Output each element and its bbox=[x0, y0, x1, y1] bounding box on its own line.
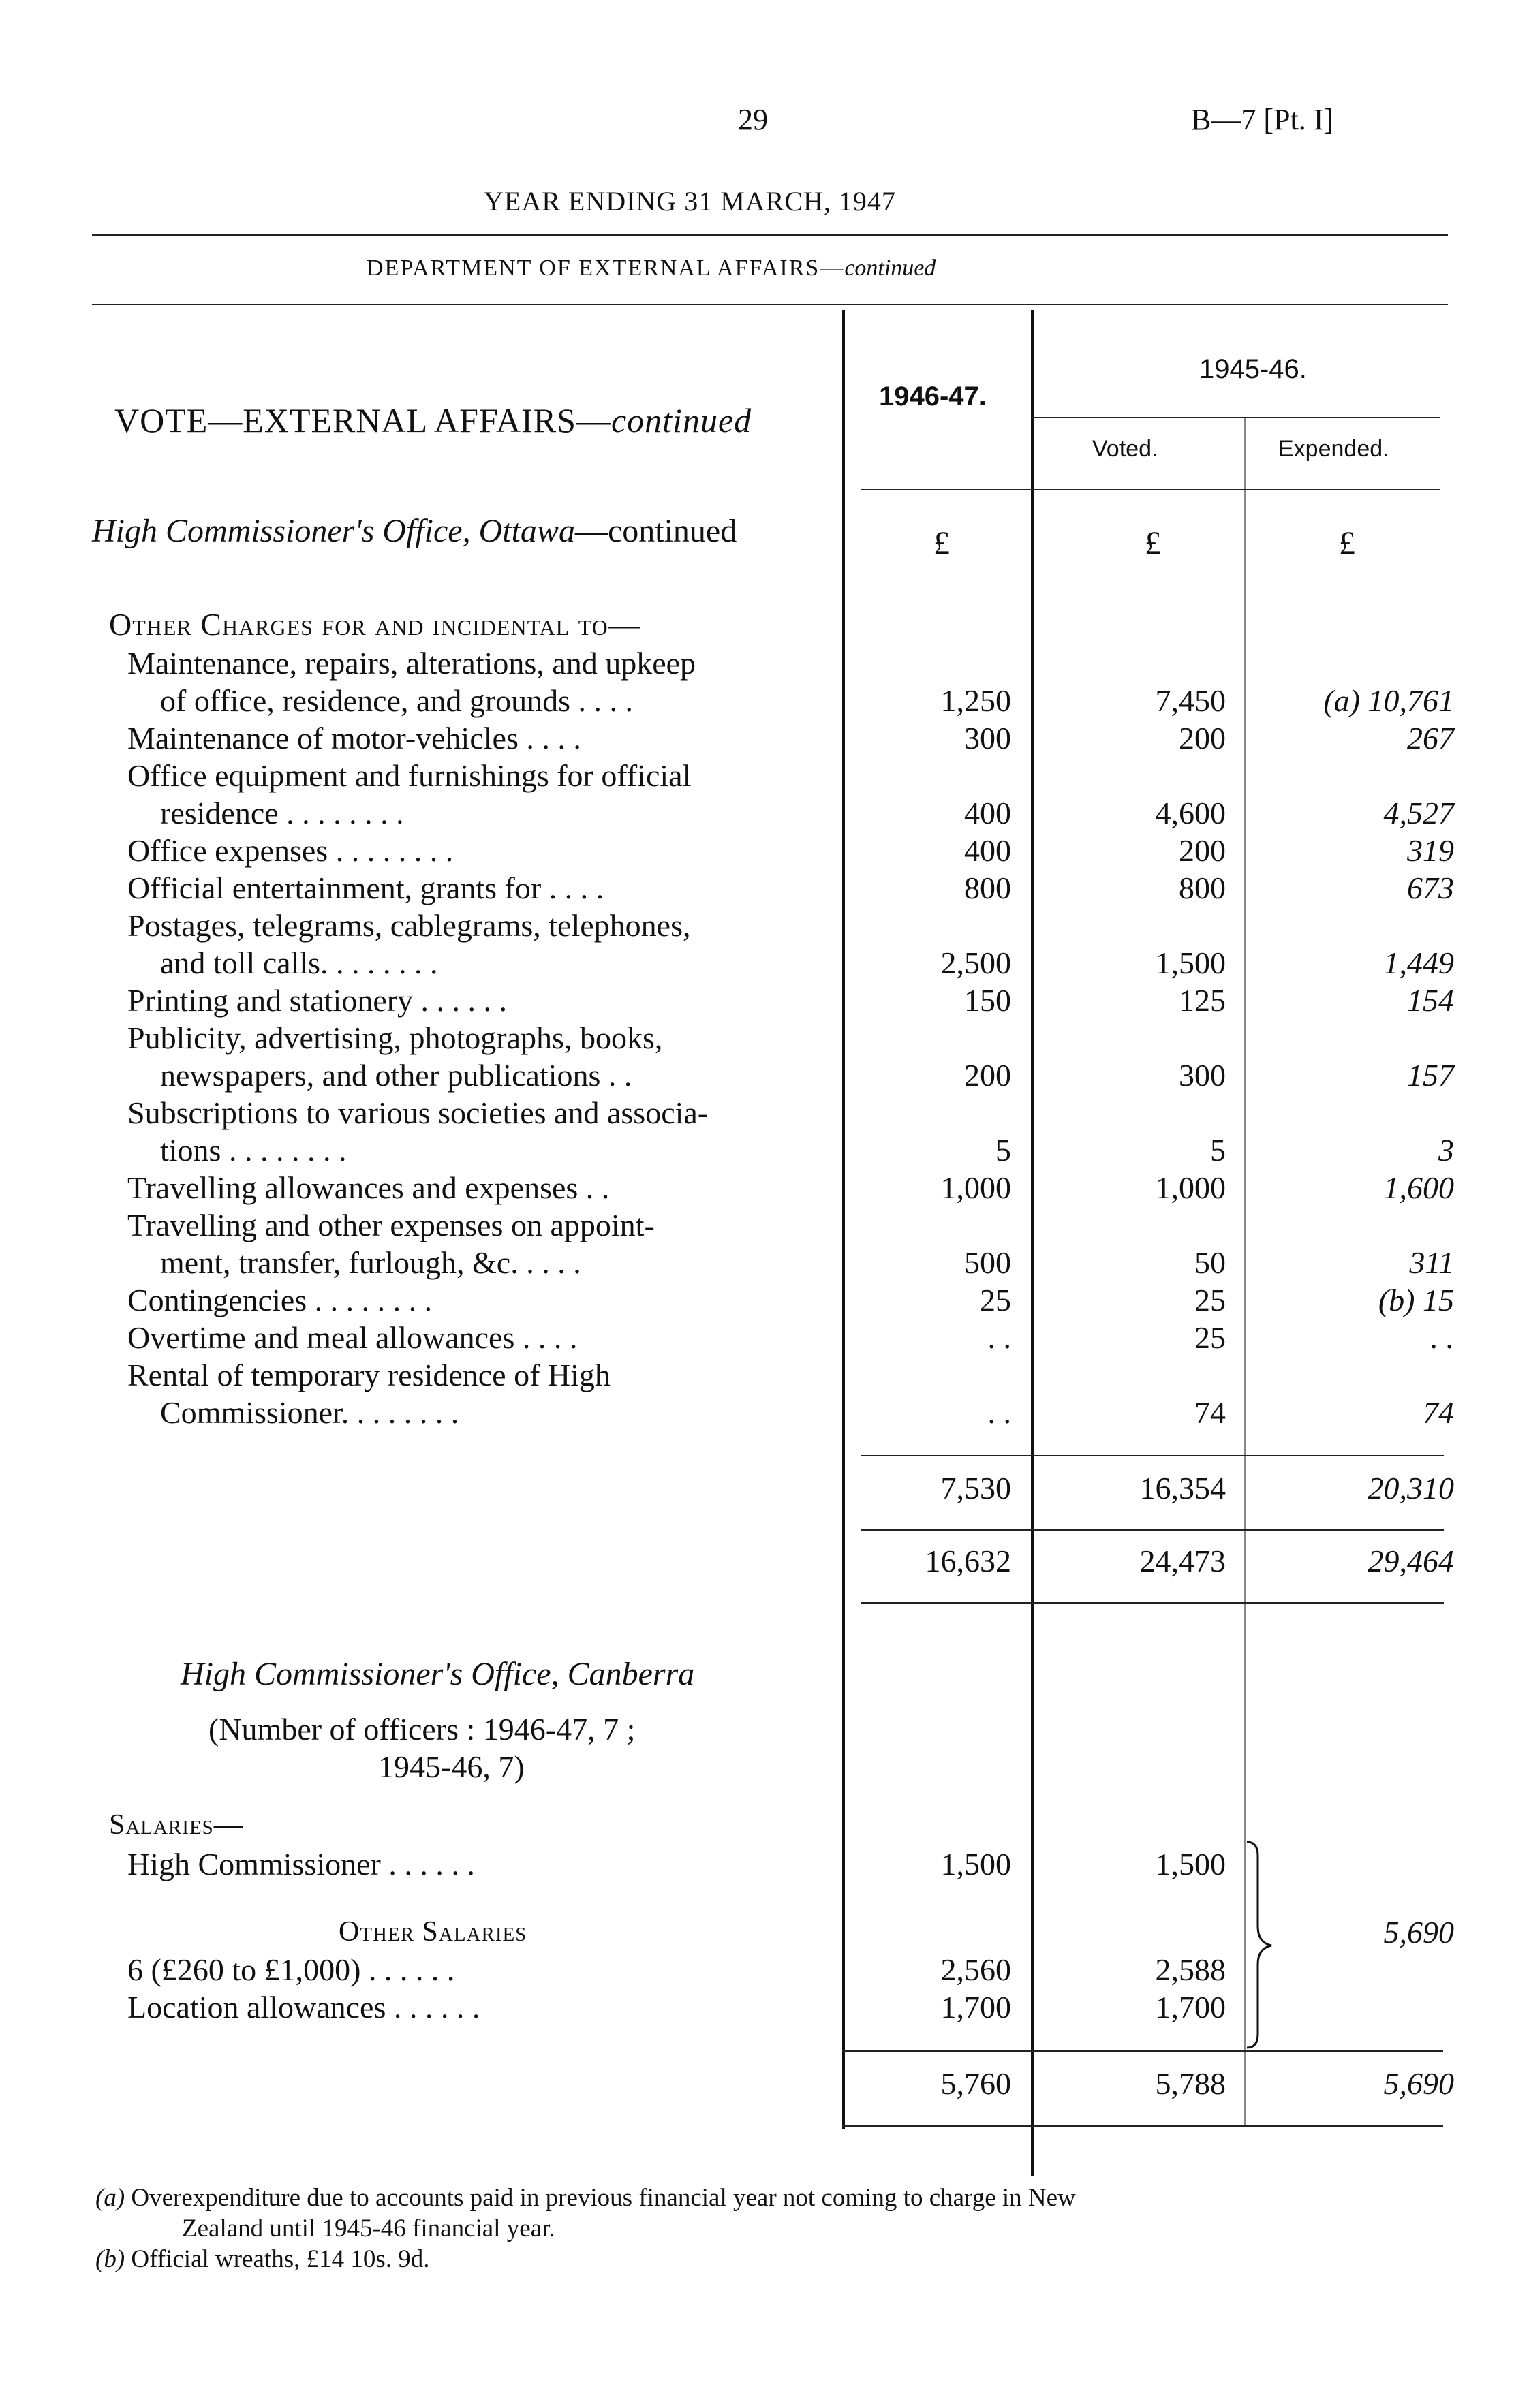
column-header-1946-47: 1946-47. bbox=[879, 381, 987, 411]
page-title: YEAR ENDING 31 MARCH, 1947 bbox=[484, 186, 896, 217]
table-row: Contingencies . . . . . . . . 25 25 (b) 15 bbox=[127, 1283, 1454, 1317]
vote-heading: VOTE—EXTERNAL AFFAIRS—continued bbox=[114, 401, 752, 439]
table-row: Official entertainment, grants for . . . . 800 800 673 bbox=[127, 871, 1454, 905]
document-reference: B—7 [Pt. I] bbox=[1191, 103, 1333, 136]
table-row: newspapers, and other publications . . 200 300 157 bbox=[160, 1058, 1454, 1093]
header-subrule bbox=[1032, 417, 1440, 418]
table-row: Maintenance of motor-vehicles . . . . 300 200 267 bbox=[127, 721, 1454, 755]
canberra-heading: High Commissioner's Office, Canberra bbox=[181, 1656, 695, 1692]
total-bottom-rule bbox=[861, 1602, 1444, 1604]
department-heading: DEPARTMENT OF EXTERNAL AFFAIRS—continued bbox=[367, 255, 936, 281]
total-row: 16,632 24,473 29,464 bbox=[925, 1544, 1454, 1578]
column-header-voted: Voted. bbox=[1092, 436, 1158, 462]
header-bottom-rule bbox=[861, 489, 1440, 490]
item-label-line1: Rental of temporary residence of High bbox=[127, 1358, 611, 1392]
table-row: residence . . . . . . . . 400 4,600 4,527 bbox=[160, 796, 1454, 830]
subtotal-row: 7,530 16,354 20,310 bbox=[940, 1471, 1454, 1505]
currency-expended: £ bbox=[1339, 525, 1355, 561]
ottawa-heading: High Commissioner's Office, Ottawa—continued bbox=[92, 513, 737, 549]
officers-count-line1: (Number of officers : 1946-47, 7 ; bbox=[208, 1712, 636, 1747]
other-charges-subheading: Other Charges for and incidental to— bbox=[109, 607, 640, 642]
department-rule bbox=[92, 304, 1448, 305]
currency-1946-47: £ bbox=[933, 525, 950, 561]
bracketed-expended-total: 5,690 bbox=[1383, 1915, 1454, 1950]
column-rule-2 bbox=[1031, 310, 1034, 2176]
table-row: ment, transfer, furlough, &c. . . . . 500 50 311 bbox=[160, 1245, 1454, 1280]
footnote-a-continued: Zealand until 1945-46 financial year. bbox=[182, 2215, 555, 2242]
table-row: Overtime and meal allowances . . . . . . 25 . . bbox=[127, 1320, 1454, 1355]
table-row: tions . . . . . . . . 5 5 3 bbox=[160, 1133, 1454, 1168]
column-header-1945-46: 1945-46. bbox=[1199, 354, 1307, 384]
item-label-line1: Office equipment and furnishings for official bbox=[127, 758, 692, 793]
total-rule bbox=[861, 1529, 1444, 1531]
footnote-b: (b) Official wreaths, £14 10s. 9d. bbox=[95, 2245, 430, 2273]
total-row: 5,760 5,788 5,690 bbox=[940, 2066, 1454, 2101]
table-row: of office, residence, and grounds . . . . 1,250 7,450 (a) 10,761 bbox=[160, 683, 1454, 718]
table-row: Commissioner. . . . . . . . . . 74 74 bbox=[160, 1395, 1454, 1430]
item-label-line1: Subscriptions to various societies and associa- bbox=[127, 1095, 709, 1130]
item-label-line1: Maintenance, repairs, alterations, and upkeep bbox=[127, 646, 696, 681]
canberra-total-rule bbox=[842, 2050, 1443, 2052]
table-row: 6 (£260 to £1,000) . . . . . . 2,560 2,588 bbox=[127, 1952, 1226, 1987]
officers-count-line2: 1945-46, 7) bbox=[378, 1749, 525, 1784]
column-header-expended: Expended. bbox=[1278, 436, 1389, 462]
item-label-line1: Publicity, advertising, photographs, books, bbox=[127, 1020, 663, 1055]
currency-voted: £ bbox=[1145, 525, 1161, 561]
salaries-subheading: Salaries— bbox=[109, 1809, 243, 1841]
table-row: High Commissioner . . . . . . 1,500 1,500 bbox=[127, 1847, 1226, 1881]
item-label-line1: Travelling and other expenses on appoint- bbox=[127, 1208, 655, 1242]
footnote-a: (a) Overexpenditure due to accounts paid in previous financial year not coming to charge in New bbox=[95, 2184, 1076, 2212]
table-row: Office expenses . . . . . . . . 400 200 319 bbox=[127, 833, 1454, 868]
table-row: Travelling allowances and expenses . . 1,000 1,000 1,600 bbox=[127, 1170, 1454, 1205]
item-label-line1: Postages, telegrams, cablegrams, telephones, bbox=[127, 908, 691, 943]
table-row: and toll calls. . . . . . . . 2,500 1,500 1,449 bbox=[160, 945, 1454, 980]
title-rule bbox=[92, 234, 1448, 236]
table-row: Printing and stationery . . . . . . 150 125 154 bbox=[127, 983, 1454, 1018]
page-number: 29 bbox=[738, 103, 768, 136]
table-row: Location allowances . . . . . . 1,700 1,700 bbox=[127, 1990, 1226, 2024]
canberra-bottom-rule bbox=[842, 2125, 1443, 2127]
subtotal-rule bbox=[861, 1455, 1444, 1456]
other-salaries-subheading: Other Salaries bbox=[339, 1916, 527, 1948]
